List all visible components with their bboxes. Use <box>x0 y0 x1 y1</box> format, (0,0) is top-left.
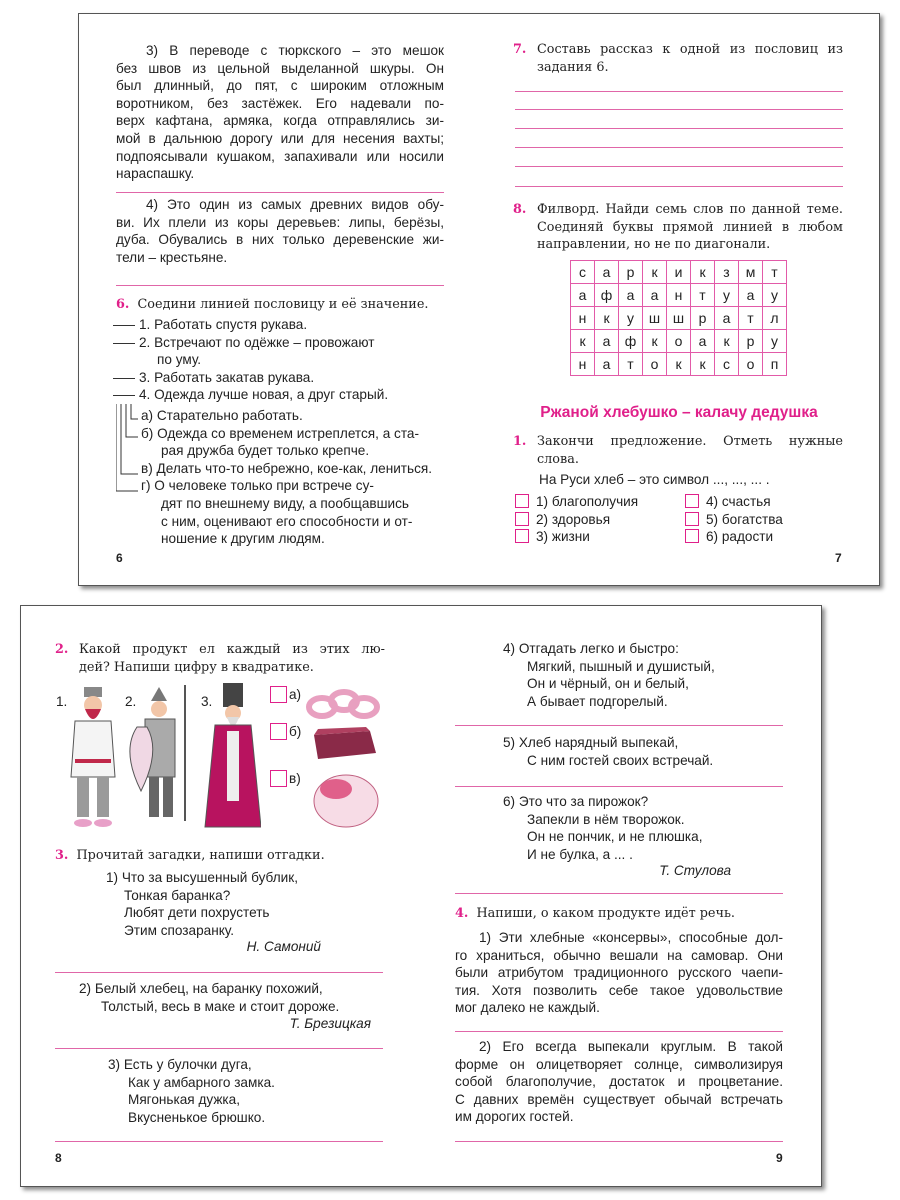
spread-pages-6-7 <box>78 13 880 586</box>
checkbox-option[interactable] <box>515 511 610 529</box>
answer-line[interactable] <box>455 725 783 726</box>
grid-cell[interactable]: к <box>643 330 667 353</box>
page-number: 9 <box>776 1151 783 1165</box>
grid-cell[interactable]: а <box>619 284 643 307</box>
grid-cell[interactable]: р <box>739 330 763 353</box>
text-line: им дорогих гостей. <box>455 1109 574 1125</box>
grid-row <box>571 261 787 284</box>
section-title: Ржаной хлебушко – калачу дедушка <box>540 404 818 421</box>
task-7 <box>513 41 843 76</box>
answer-line[interactable] <box>55 972 383 973</box>
kalach-image <box>314 775 378 827</box>
grid-cell[interactable]: с <box>571 261 595 284</box>
description-1 <box>455 929 783 1017</box>
text-line: Филворд. Найди семь слов по данной теме. <box>537 202 843 217</box>
text-line: собой благополучие, достаток и процветание. <box>455 1074 783 1090</box>
text-line: Соединяй буквы прямой линией в любом <box>537 219 843 235</box>
answer-line[interactable] <box>455 786 783 787</box>
answer-line[interactable] <box>515 186 843 187</box>
grid-cell[interactable]: н <box>571 307 595 330</box>
grid-cell[interactable]: к <box>595 307 619 330</box>
text-line: рая дружба будет только крепче. <box>161 443 370 459</box>
option-label: 2) здоровья <box>536 511 611 527</box>
meaning-item[interactable] <box>141 477 446 547</box>
grid-cell[interactable]: а <box>595 330 619 353</box>
text-line: воротником, без застёжек. Его надевали по- <box>116 95 444 111</box>
text-line: в) Делать что-то небрежно, кое-как, лениться. <box>141 460 433 476</box>
text-line: Как у амбарного замка. <box>128 1074 275 1090</box>
answer-line[interactable] <box>116 285 444 286</box>
option-label: 3) жизни <box>536 529 590 544</box>
text-line: Любят дети похрустеть <box>124 905 270 921</box>
text-line: 2) Его всегда выпекали круглым. В такой <box>479 1039 783 1054</box>
task-text: Напиши, о каком продукте идёт речь. <box>476 906 735 921</box>
answer-line[interactable] <box>55 1048 383 1049</box>
checkbox[interactable] <box>515 529 529 543</box>
text-line: был длинный, до пят, с широким отложным <box>116 78 444 94</box>
description-2 <box>455 1038 783 1126</box>
text-line: верх кафтана, армяка, когда отправлялись зи- <box>116 113 444 129</box>
riddle-5 <box>503 734 713 769</box>
option-label: 1) благополучия <box>536 494 639 509</box>
grid-cell[interactable]: о <box>739 353 763 376</box>
grid-cell[interactable]: у <box>715 284 739 307</box>
text-line: Он не пончик, и не плюшка, <box>527 829 703 845</box>
text-line: Этим спозаранку. <box>124 922 235 938</box>
task-number: 1. <box>513 434 527 449</box>
riddle-2 <box>79 980 339 1015</box>
text-line: тели – крестьяне. <box>116 249 228 265</box>
grid-cell[interactable]: н <box>571 353 595 376</box>
text-line: А бывает подгорелый. <box>527 693 668 709</box>
page-number: 7 <box>835 551 842 565</box>
word-search-grid[interactable] <box>570 260 787 376</box>
sentence: На Руси хлеб – это символ ..., ..., ... . <box>539 472 770 487</box>
grid-row <box>571 353 787 376</box>
text-line: 6) Это что за пирожок? <box>503 794 649 809</box>
checkbox-option[interactable] <box>685 528 773 546</box>
grid-cell[interactable]: с <box>715 353 739 376</box>
grid-cell[interactable]: к <box>715 330 739 353</box>
riddle-2-author: Т. Брезицкая <box>289 1016 371 1031</box>
grid-cell[interactable]: к <box>667 353 691 376</box>
text-line: с ним, оценивают его способности и от- <box>161 513 413 529</box>
boyar-figure <box>205 683 261 827</box>
spread-pages-8-9 <box>20 605 822 1187</box>
connect-line-stub[interactable] <box>113 395 135 396</box>
grid-row <box>571 284 787 307</box>
page-number: 6 <box>116 551 123 565</box>
proverb-item[interactable] <box>139 316 446 334</box>
grid-cell[interactable]: т <box>739 307 763 330</box>
text-line: Закончи предложение. Отметь нужные <box>537 434 843 449</box>
text-line: И не булка, а ... . <box>527 846 633 862</box>
text-line: 3) Есть у булочки дуга, <box>108 1057 252 1072</box>
answer-line[interactable] <box>55 1141 383 1142</box>
text-line: Какой продукт ел каждый из этих лю- <box>79 642 385 657</box>
text-line: Мягкий, пышный и душистый, <box>527 658 715 674</box>
answer-line[interactable] <box>515 109 843 110</box>
person-1-label: 1. <box>56 694 68 709</box>
connect-line-stub[interactable] <box>113 378 135 379</box>
task-2 <box>55 641 385 676</box>
grid-cell[interactable]: ш <box>667 307 691 330</box>
task-text <box>79 641 385 676</box>
bread-illustrations <box>306 681 381 831</box>
grid-cell[interactable]: а <box>595 353 619 376</box>
proverbs-list <box>139 316 446 404</box>
answer-line[interactable] <box>116 192 444 193</box>
checkbox-option[interactable] <box>515 528 590 546</box>
task-text <box>537 433 843 468</box>
task-1 <box>513 433 843 468</box>
answer-box-b[interactable] <box>270 723 287 740</box>
grid-cell[interactable]: а <box>739 284 763 307</box>
gingerbread-image <box>314 727 376 759</box>
task-number: 7. <box>513 42 527 57</box>
grid-cell[interactable]: н <box>667 284 691 307</box>
connect-line-stub[interactable] <box>113 343 135 344</box>
text-line: тия. Хотя позволить себе такое удовольствие <box>455 982 783 998</box>
meaning-item[interactable] <box>141 407 446 425</box>
text-line: нараспашку. <box>116 166 195 182</box>
text-line: 1. Работать спустя рукава. <box>139 317 308 332</box>
page-number: 8 <box>55 1151 62 1165</box>
answer-box-a[interactable] <box>270 686 287 703</box>
checkbox-option[interactable] <box>685 511 783 529</box>
text-line: дей? Напиши цифру в квадратике. <box>79 659 314 675</box>
text-line: по уму. <box>157 352 202 368</box>
task-number: 2. <box>55 642 69 657</box>
grid-cell[interactable]: р <box>619 261 643 284</box>
checkbox[interactable] <box>685 512 699 526</box>
checkbox[interactable] <box>685 529 699 543</box>
answer-line[interactable] <box>515 166 843 167</box>
warrior-figure <box>130 685 185 821</box>
grid-cell[interactable]: а <box>691 330 715 353</box>
option-label: 4) счастья <box>706 494 771 509</box>
answer-line[interactable] <box>455 1141 783 1142</box>
text-line: 2) Белый хлебец, на баранку похожий, <box>79 981 323 996</box>
text-line: мог далеко не каждый. <box>455 1000 600 1016</box>
text-line: го храниться, обычно вешали на самовар. Они <box>455 947 783 963</box>
grid-cell[interactable]: к <box>571 330 595 353</box>
answer-line[interactable] <box>515 128 843 129</box>
text-line: 1) Эти хлебные «консервы», способные дол- <box>479 930 783 945</box>
grid-cell[interactable]: а <box>715 307 739 330</box>
grid-cell[interactable]: и <box>667 261 691 284</box>
checkbox[interactable] <box>515 494 529 508</box>
answer-line[interactable] <box>455 1031 783 1032</box>
person-2-label: 2. <box>125 694 137 709</box>
text-line: Вкусненькое брюшко. <box>128 1109 266 1125</box>
option-a-label: а) <box>289 687 302 702</box>
grid-cell[interactable]: т <box>619 353 643 376</box>
text-line: Он и чёрный, он и белый, <box>527 676 689 692</box>
proverb-item[interactable] <box>139 386 446 404</box>
text-line: С ним гостей своих встречай. <box>527 752 714 768</box>
task-8 <box>513 201 843 254</box>
grid-cell[interactable]: а <box>643 284 667 307</box>
text-line: Толстый, весь в маке и стоит дороже. <box>101 998 340 1014</box>
option-b-label: б) <box>289 724 302 739</box>
task-text <box>537 201 843 254</box>
text-line: Запекли в нём творожок. <box>527 811 685 827</box>
meaning-item[interactable] <box>141 460 446 478</box>
grid-cell[interactable]: р <box>691 307 715 330</box>
text-line: 3) В переводе с тюркского – это мешок <box>146 43 444 58</box>
grid-cell[interactable]: т <box>763 261 787 284</box>
people-illustration <box>51 681 261 833</box>
task-number: 6. <box>116 297 130 312</box>
riddle-item-4 <box>116 196 444 266</box>
riddle-3 <box>108 1056 275 1126</box>
task-text <box>537 41 843 76</box>
task-text: Соедини линией пословицу и её значение. <box>137 297 429 312</box>
text-line: ношение к другим людям. <box>161 531 325 547</box>
text-line: мой в дальнюю дорогу или для несения вахты; <box>116 130 444 146</box>
task-3-heading <box>55 847 385 865</box>
text-line: а) Старательно работать. <box>141 408 303 423</box>
text-line: направлении, но не по диагонали. <box>537 237 771 253</box>
grid-cell[interactable]: у <box>763 284 787 307</box>
riddle-1-author: Н. Самоний <box>246 939 321 954</box>
text-line: 4) Это один из самых древних видов обу- <box>146 197 444 212</box>
option-label: 6) радости <box>706 529 774 544</box>
grid-cell[interactable]: ф <box>595 284 619 307</box>
grid-cell[interactable]: к <box>691 261 715 284</box>
text-line: Мягонькая дужка, <box>128 1092 240 1108</box>
bagels-image <box>309 692 377 716</box>
grid-cell[interactable]: о <box>643 353 667 376</box>
text-line: ви. Их плели из коры деревьев: липы, берёзы, <box>116 214 444 230</box>
grid-cell[interactable]: у <box>763 330 787 353</box>
text-line: С давних времён существует обычай встречать <box>455 1091 783 1107</box>
meaning-item[interactable] <box>141 425 446 460</box>
text-line: 2. Встречают по одёжке – провожают <box>139 334 375 350</box>
checkbox-option[interactable] <box>685 493 771 511</box>
text-line: дуба. Обувались в них только деревенские жи- <box>116 232 444 248</box>
proverb-item[interactable] <box>139 369 446 387</box>
text-line: 3. Работать закатав рукава. <box>139 369 315 385</box>
answer-box-c[interactable] <box>270 770 287 787</box>
task-6-heading <box>116 296 446 314</box>
riddle-4 <box>503 640 715 710</box>
text-line: б) Одежда со временем истреплется, а ста- <box>141 425 420 441</box>
grid-cell[interactable]: п <box>763 353 787 376</box>
text-line: Составь рассказ к одной из пословиц из <box>537 42 843 57</box>
riddle-6 <box>503 793 703 863</box>
task-number: 4. <box>455 906 469 921</box>
checkbox-option[interactable] <box>515 493 638 511</box>
riddle-6-author: Т. Стулова <box>659 863 731 878</box>
meanings-list <box>141 407 446 548</box>
text-line: подпоясывали кушаком, запахивали или носили <box>116 148 444 164</box>
grid-cell[interactable]: к <box>643 261 667 284</box>
option-label: 5) богатства <box>706 511 783 527</box>
text-line: 5) Хлеб нарядный выпекай, <box>503 735 679 750</box>
proverb-item[interactable] <box>139 334 446 369</box>
text-line: дят по внешнему виду, а пообщавшись <box>161 495 410 511</box>
option-c-label: в) <box>289 771 301 786</box>
text-line: г) О человеке только при встрече су- <box>141 478 374 494</box>
grid-cell[interactable]: у <box>619 307 643 330</box>
grid-cell[interactable]: о <box>667 330 691 353</box>
peasant-figure <box>71 687 115 827</box>
connect-line-stub[interactable] <box>113 325 135 326</box>
checkbox[interactable] <box>685 494 699 508</box>
task-number: 8. <box>513 202 527 217</box>
riddle-1 <box>106 869 298 939</box>
grid-cell[interactable]: з <box>715 261 739 284</box>
grid-cell[interactable]: ф <box>619 330 643 353</box>
grid-row <box>571 330 787 353</box>
task-4-heading <box>455 905 785 923</box>
text-line: форме он олицетворяет солнце, символизируя <box>455 1056 783 1072</box>
grid-cell[interactable]: м <box>739 261 763 284</box>
answer-line[interactable] <box>515 91 843 92</box>
grid-cell[interactable]: к <box>691 353 715 376</box>
grid-cell[interactable]: а <box>595 261 619 284</box>
text-line: слова. <box>537 451 579 467</box>
grid-cell[interactable]: ш <box>643 307 667 330</box>
text-line: без швов из цельной выделанной шкуры. Он <box>116 60 444 76</box>
grid-row <box>571 307 787 330</box>
task-number: 3. <box>55 848 69 863</box>
answer-line[interactable] <box>455 893 783 894</box>
text-line: Тонкая баранка? <box>124 887 231 903</box>
text-line: задания 6. <box>537 59 609 75</box>
checkbox[interactable] <box>515 512 529 526</box>
grid-cell[interactable]: т <box>691 284 715 307</box>
text-line: 4. Одежда лучше новая, а друг старый. <box>139 387 389 403</box>
text-line: 1) Что за высушенный бублик, <box>106 870 298 885</box>
text-line: 4) Отгадать легко и быстро: <box>503 641 679 656</box>
answer-line[interactable] <box>515 147 843 148</box>
text-line: были атрибутом традиционного русского чаепи- <box>455 965 783 981</box>
grid-cell[interactable]: а <box>571 284 595 307</box>
riddle-item-3 <box>116 42 444 183</box>
task-text: Прочитай загадки, напиши отгадки. <box>76 848 325 863</box>
person-3-label: 3. <box>201 694 213 709</box>
grid-cell[interactable]: л <box>763 307 787 330</box>
